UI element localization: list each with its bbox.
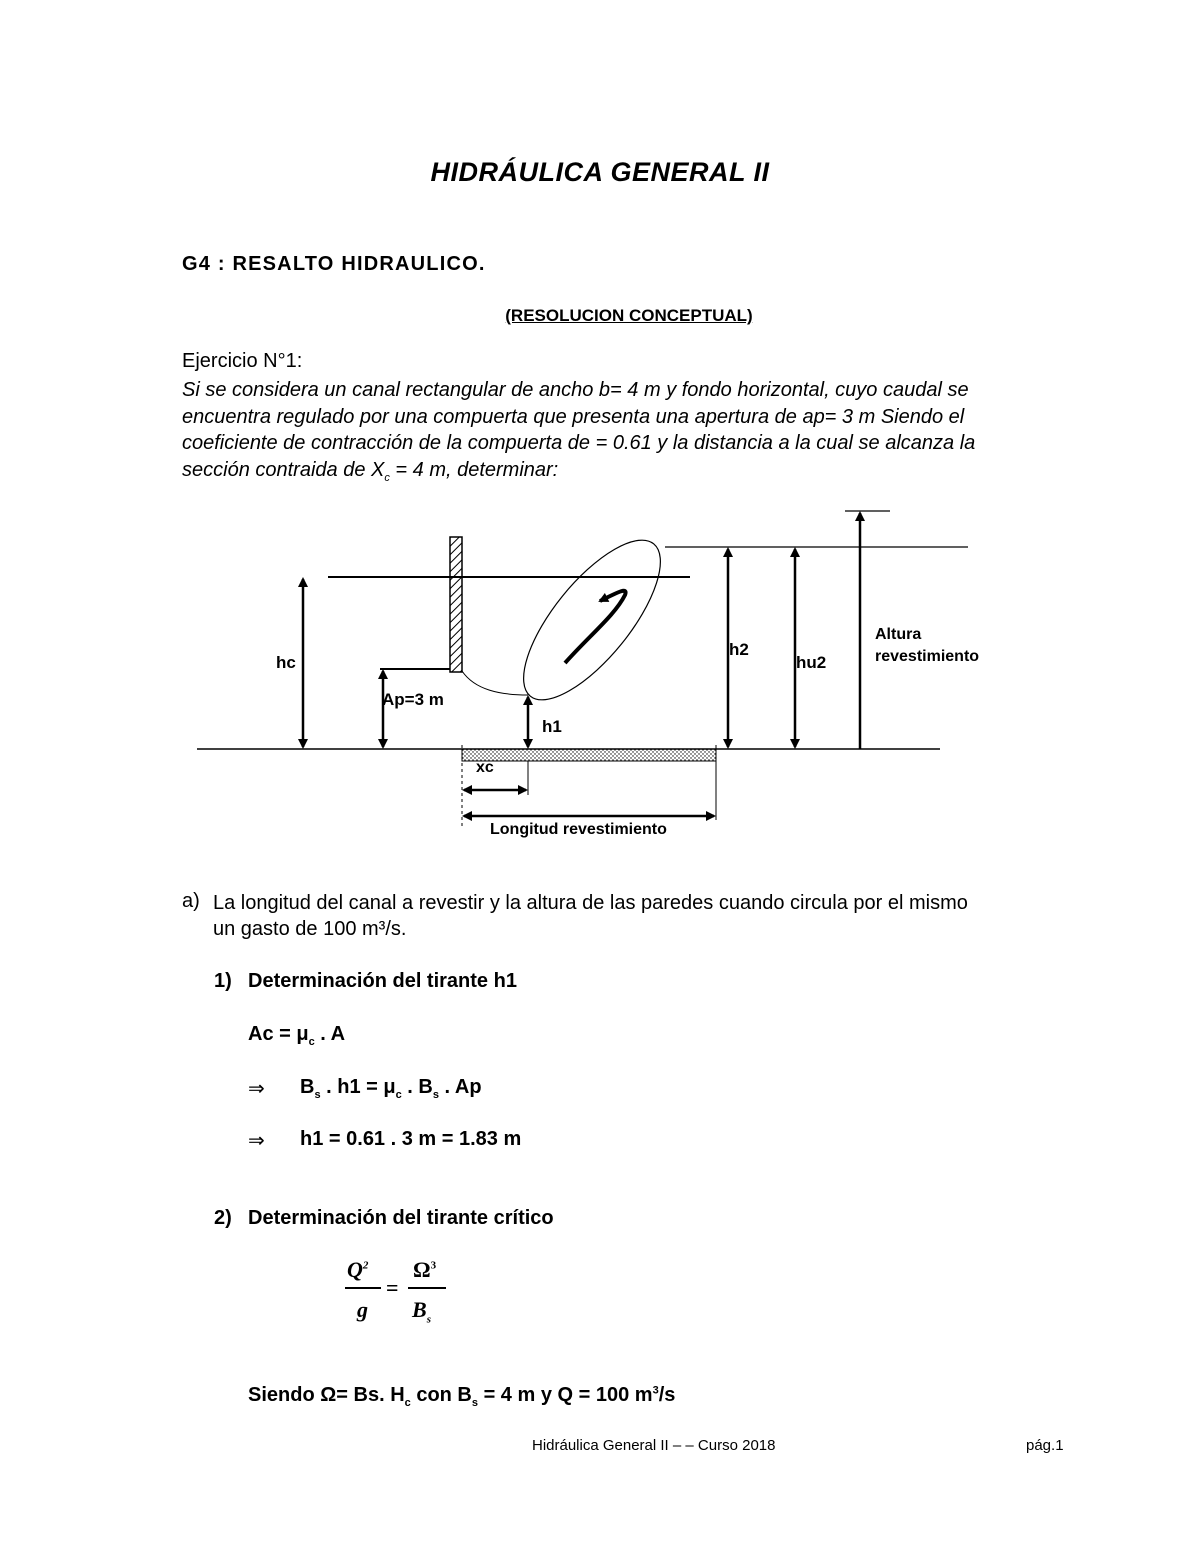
frac-q-exp: 2 [362, 1259, 369, 1272]
fraction-bar-left [345, 1287, 381, 1289]
channel-lining [462, 749, 716, 761]
eq2-part-a: B [300, 1076, 315, 1098]
fraction-numerator-left [347, 1257, 368, 1283]
eq1-part-b: . A [314, 1023, 346, 1045]
exercise-title: Ejercicio N°1: [182, 350, 303, 372]
fraction-equals: = [386, 1275, 399, 1300]
equation-1 [248, 1023, 345, 1048]
label-ap: Ap=3 m [382, 690, 444, 709]
question-a-label: a) [182, 890, 200, 912]
fraction-denominator-right [412, 1297, 431, 1325]
section-subtitle: G4 : RESALTO HIDRAULICO. [182, 253, 486, 275]
label-hc: hc [276, 653, 296, 672]
frac-b-sub: s [426, 1313, 431, 1326]
sluice-gate [450, 537, 462, 672]
fraction-numerator-right [413, 1257, 436, 1283]
statement-line-4-pre: sección contraida de X [182, 458, 385, 481]
statement-line-4 [182, 457, 1074, 492]
exercise-statement [182, 377, 1074, 491]
label-h1: h1 [542, 717, 562, 736]
hydraulic-jump-roller [501, 520, 683, 720]
statement-subscript: c [384, 471, 390, 484]
question-a-line-2: un gasto de 100 m³/s. [213, 918, 407, 940]
eq2-sub-c: c [395, 1089, 402, 1101]
statement-line-1: Si se considera un canal rectangular de ancho b= 4 m y fondo horizontal, cuyo caudal se [182, 379, 969, 401]
implies-icon: ⇒ [248, 1078, 265, 1100]
fraction-denominator-left: g [357, 1297, 368, 1322]
step-1-number: 1) [214, 970, 232, 992]
siendo-omega: Ω [320, 1384, 337, 1406]
label-revestimiento: revestimiento [875, 648, 980, 665]
page-title: HIDRÁULICA GENERAL II [430, 157, 770, 187]
fraction-bar-right [408, 1287, 446, 1289]
siendo-sub-2: s [471, 1397, 479, 1409]
resolution-heading: (RESOLUCION CONCEPTUAL) [505, 306, 753, 325]
statement-line-4-post: = 4 m, determinar: [389, 458, 559, 481]
implies-icon-2: ⇒ [248, 1130, 265, 1152]
eq1-sub: c [308, 1036, 315, 1048]
siendo-part-e: /s [658, 1384, 676, 1406]
eq2-part-d: . Ap [439, 1076, 482, 1098]
siendo-part-a: Siendo [248, 1384, 321, 1406]
statement-line-3: coeficiente de contracción de la compuerta de = 0.61 y la distancia a la cual se alcanza la [182, 432, 976, 454]
eq1-part-a: Ac = μ [248, 1023, 309, 1045]
contracted-flow-profile [462, 671, 528, 695]
siendo-part-c: con B [410, 1384, 472, 1406]
equation-3: h1 = 0.61 . 3 m = 1.83 m [300, 1128, 522, 1150]
frac-q: Q [347, 1257, 363, 1282]
question-a-text [213, 890, 1083, 942]
frac-omega: Ω [413, 1257, 431, 1282]
footer-course: Hidráulica General II – – Curso 2018 [532, 1437, 776, 1454]
roller-arrow [565, 591, 626, 663]
eq2-part-b: . h1 = μ [320, 1076, 396, 1098]
step-1-title: Determinación del tirante h1 [248, 970, 517, 992]
equation-2 [300, 1076, 482, 1101]
siendo-sub: c [404, 1397, 411, 1409]
siendo-part-b: = Bs. H [336, 1384, 405, 1406]
label-altura: Altura [875, 626, 922, 643]
eq2-part-c: . B [401, 1076, 433, 1098]
frac-b: B [412, 1297, 427, 1322]
label-h2: h2 [729, 640, 749, 659]
question-a-line-1: La longitud del canal a revestir y la altura de las paredes cuando circula por el mismo [213, 892, 968, 914]
eq2-sub-2: s [432, 1089, 439, 1101]
eq2-sub-1: s [314, 1089, 321, 1101]
label-longitud: Longitud revestimiento [490, 821, 667, 838]
statement-line-2: encuentra regulado por una compuerta que presenta una apertura de ap= 3 m Siendo el [182, 405, 965, 428]
label-hu2: hu2 [796, 653, 827, 672]
siendo-line [248, 1384, 675, 1409]
siendo-part-d: = 4 m y Q = 100 m [478, 1384, 653, 1406]
step-2-number: 2) [214, 1207, 232, 1229]
hydraulic-jump-diagram [0, 495, 1200, 845]
step-2-title: Determinación del tirante crítico [248, 1207, 554, 1229]
siendo-exp: 3 [652, 1384, 659, 1397]
label-xc: xc [476, 759, 494, 776]
frac-omega-exp: 3 [430, 1259, 437, 1272]
footer-page-number: pág.1 [1026, 1437, 1064, 1454]
